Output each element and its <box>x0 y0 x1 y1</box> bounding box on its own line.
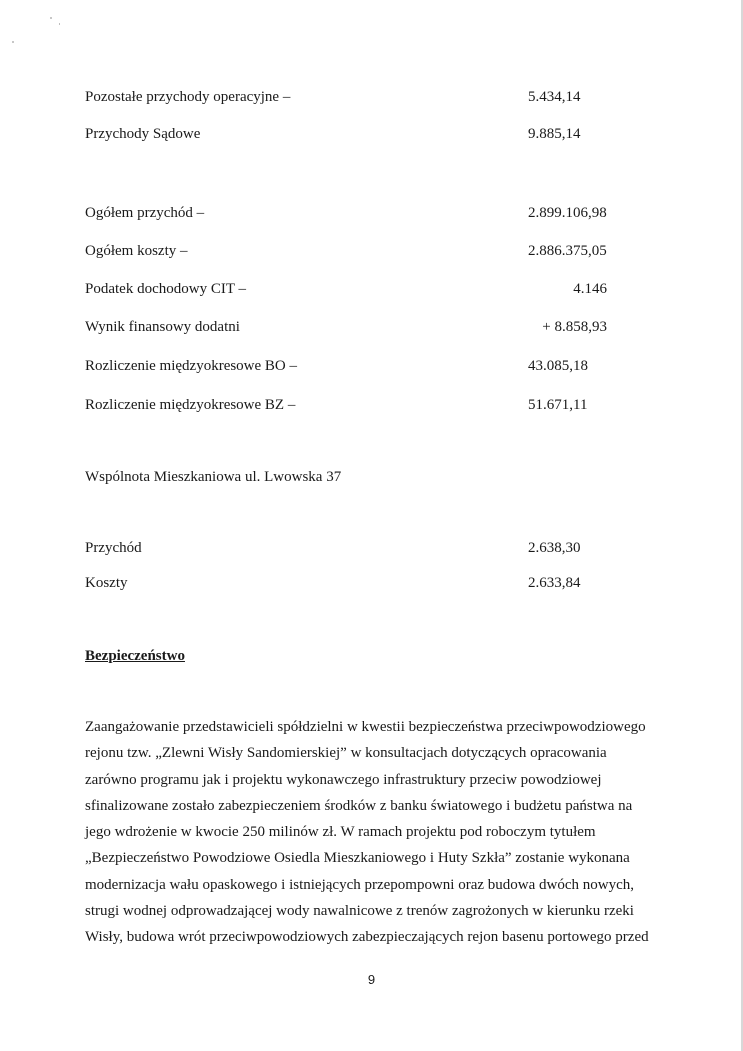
paragraph-line: rejonu tzw. „Zlewni Wisły Sandomierskiej” w konsultacjach dotyczących opracowania <box>85 745 607 762</box>
row-value: 4.146 <box>573 281 607 297</box>
paragraph-line: strugi wodnej odprowadzającej wody nawalnicowe z trenów zagrożonych w kierunku rzeki <box>85 903 634 920</box>
row-value: 9.885,14 <box>528 126 581 142</box>
row-label: Ogółem przychód – <box>85 205 205 221</box>
row-label: Wynik finansowy dodatni <box>85 319 240 335</box>
row-label: Ogółem koszty – <box>85 243 188 259</box>
row-value: 5.434,14 <box>528 89 581 105</box>
finance-row <box>85 123 645 145</box>
row-label: Przychody Sądowe <box>85 126 201 142</box>
scan-speck <box>50 17 52 19</box>
paragraph-line: sfinalizowane zostało zabezpieczeniem środków z banku światowego i budżetu państwa na <box>85 797 633 814</box>
row-label: Koszty <box>85 575 128 591</box>
row-label: Pozostałe przychody operacyjne – <box>85 89 291 105</box>
row-value: 51.671,11 <box>528 397 588 413</box>
community-row <box>85 572 645 594</box>
paragraph-line: zarówno programu jak i projektu wykonawczego infrastruktury przeciw powodziowej <box>85 771 602 788</box>
row-value: 2.633,84 <box>528 575 581 591</box>
community-title: Wspólnota Mieszkaniowa ul. Lwowska 37 <box>85 469 342 485</box>
paragraph-line: „Bezpieczeństwo Powodziowe Osiedla Mieszkaniowego i Huty Szkła” zostanie wykonana <box>85 850 630 867</box>
paragraph-line: modernizacja wału opaskowego i istniejących przepompowni oraz budowa dwóch nowych, <box>85 876 634 893</box>
row-label: Rozliczenie międzyokresowe BZ – <box>85 397 296 413</box>
paragraph-line: Wisły, budowa wrót przeciwpowodziowych zabezpieczających rejon basenu portowego przed <box>85 929 649 946</box>
row-value: 2.638,30 <box>528 540 581 556</box>
finance-row <box>85 355 645 377</box>
finance-row <box>85 240 645 262</box>
scan-speck <box>59 23 60 25</box>
finance-row <box>85 316 645 338</box>
row-label: Podatek dochodowy CIT – <box>85 281 246 297</box>
security-paragraph <box>85 714 665 951</box>
community-row <box>85 537 645 559</box>
finance-row <box>85 278 645 300</box>
paragraph-line: Zaangażowanie przedstawicieli spółdzielni w kwestii bezpieczeństwa przeciwpowodziowego <box>85 719 646 735</box>
paragraph-line: jego wdrożenie w kwocie 250 milinów zł. W ramach projektu pod roboczym tytułem <box>85 824 596 841</box>
finance-row <box>85 86 645 108</box>
row-label: Przychód <box>85 540 142 556</box>
page-number: 9 <box>367 972 376 987</box>
row-value: 43.085,18 <box>528 358 588 374</box>
row-value: 2.886.375,05 <box>528 243 607 259</box>
finance-row <box>85 394 645 416</box>
row-value: + 8.858,93 <box>542 319 607 335</box>
section-heading: Bezpieczeństwo <box>85 648 185 664</box>
row-value: 2.899.106,98 <box>528 205 607 221</box>
finance-row <box>85 202 645 224</box>
row-label: Rozliczenie międzyokresowe BO – <box>85 358 298 374</box>
scan-speck <box>12 41 14 43</box>
